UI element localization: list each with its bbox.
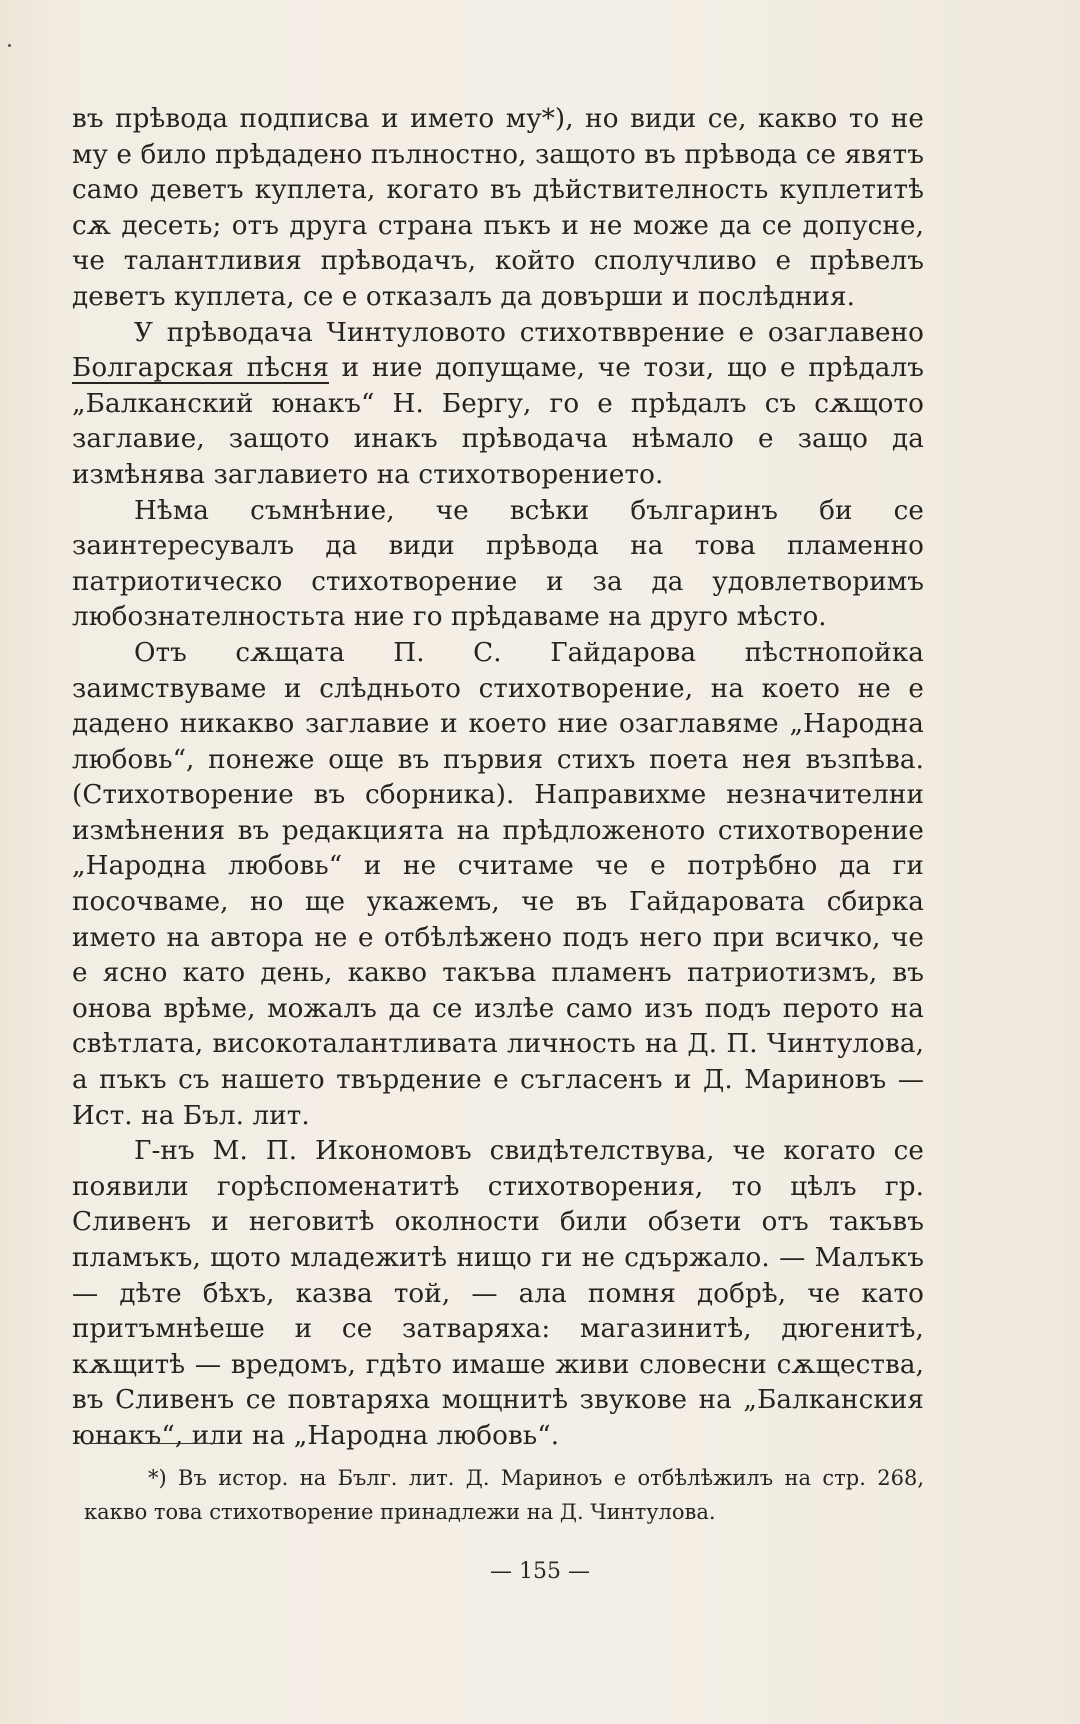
- page-number: — 155 —: [490, 1559, 590, 1584]
- paragraph-text: Г-нъ М. П. Икономовъ свидѣтелствува, че когато се появили горѣспоменатитѣ стихотворения, то цѣлъ гр. Сливенъ и неговитѣ околности били обзети отъ такъвъ пламъкъ, щото младежитѣ нищо ги не сдържало. — Малъкъ — дѣте бѣхъ, казва той, — ала помня добрѣ, че като притъмнѣеше и се затваряха: магазинитѣ, дюгенитѣ, кѫщитѣ — вредомъ, гдѣто имаше живи словесни сѫщества, въ Сливенъ се повтаряха мощнитѣ звукове на „Балканския юнакъ“, или на „Народна любовь“.: [72, 1136, 924, 1451]
- paragraph-2: [72, 316, 924, 494]
- underlined-title: Болгарская пѣсня: [72, 353, 329, 384]
- main-text: [72, 102, 924, 1455]
- footnote-separator: [84, 1443, 220, 1444]
- footnote: *) Въ истор. на Бълг. лит. Д. Мариноъ е отбѣлѣжилъ на стр. 268, какво това стихотворение принадлежи на Д. Чинтулова.: [84, 1466, 924, 1524]
- paragraph-text: и ние допущаме, че този, що е прѣдалъ „Балканский юнакъ“ Н. Бергу, го е прѣдалъ съ сѫщото заглавие, защото инакъ прѣводача нѣмало е защо да измѣнява заглавието на стихотворението.: [72, 353, 924, 490]
- paragraph-text: въ прѣвода подписва и името му*), но види се, какво то не му е било прѣдадено пълностно, защото въ прѣвода се явятъ само деветъ куплета, когато въ дѣйствителность куплетитѣ сѫ десеть; отъ друга страна пъкъ и не може да се допусне, че талантливия прѣводачъ, който сполучливо е прѣвелъ деветъ куплета, се е отказалъ да довърши и послѣдния.: [72, 104, 924, 312]
- paragraph-3: [72, 494, 924, 636]
- margin-speck: [8, 44, 11, 47]
- paragraph-5: [72, 1134, 924, 1454]
- paragraph-1: [72, 102, 924, 316]
- paragraph-text: Нѣма съмнѣние, че всѣки българинъ би се заинтересувалъ да види прѣвода на това пламенно патриотическо стихотворение и за да удовлетворимъ любознателностьта ние го прѣдаваме на друго мѣсто.: [72, 495, 924, 633]
- paragraph-text: Отъ сѫщата П. С. Гайдарова пѣстнопойка заимствуваме и слѣдньото стихотворение, на което не е дадено никакво заглавие и което ние озаглавяме „Народна любовь“, понеже още въ първия стихъ поета нея възпѣва. (Стихотворение въ сборника). Направихме незначителни измѣнения въ редакцията на прѣдложеното стихотворение „Народна любовь“ и не считаме че е потрѣбно да ги посочваме, но ще укажемъ, че въ Гайдаровата сбирка името на автора не е отбѣлѣжено подъ него при всичко, че е ясно като день, какво такъва пламенъ патриотизмъ, въ онова врѣме, можалъ да се излѣе само изъ подъ перото на свѣтлата, високоталантливата личность на Д. П. Чинтулова, а пъкъ съ нашето твърдение е съгласенъ и Д. Мариновъ — Ист. на Бъл. лит.: [72, 637, 924, 1131]
- paragraph-4: [72, 636, 924, 1134]
- paragraph-text: У прѣводача Чинтуловото стихотвврение е озаглавено: [134, 317, 924, 348]
